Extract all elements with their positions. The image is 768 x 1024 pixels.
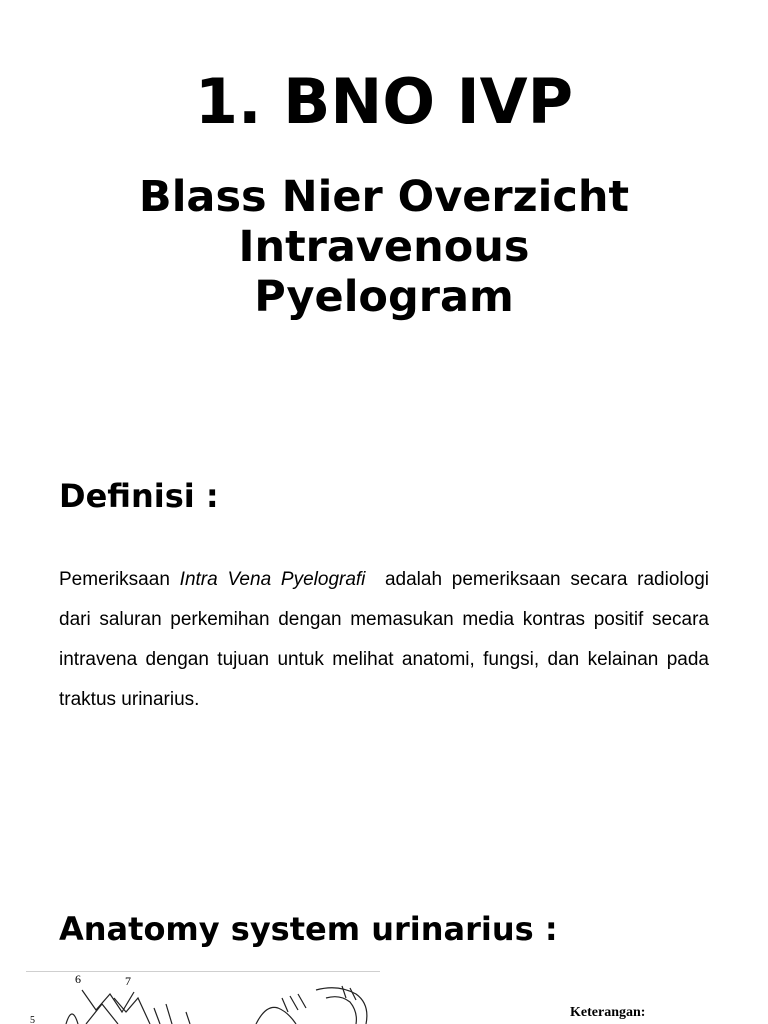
anatomy-heading: Anatomy system urinarius : bbox=[59, 910, 558, 948]
anatomy-sketch bbox=[26, 968, 380, 1024]
definition-term: Intra Vena Pyelografi bbox=[179, 569, 366, 590]
subtitle-line: Intravenous bbox=[238, 222, 530, 272]
definition-heading: Definisi : bbox=[59, 477, 219, 515]
subtitle-line: Blass Nier Overzicht bbox=[138, 172, 630, 222]
figure-label-6: 6 bbox=[75, 972, 81, 986]
definition-lead: Pemeriksaan bbox=[59, 569, 170, 590]
figure-legend-label: Keterangan: bbox=[570, 1005, 646, 1020]
definition-body: adalah pemeriksaan secara radiologi dari saluran perkemihan dengan memasukan media kontras positif secara intravena dengan tujuan untuk melihat anatomi, fungsi, dan kelainan pada traktus urinarius. bbox=[59, 569, 709, 710]
figure-label-5: 5 bbox=[30, 1015, 35, 1024]
subtitle bbox=[0, 172, 768, 322]
subtitle-line: Pyelogram bbox=[254, 272, 514, 322]
figure-label-7: 7 bbox=[125, 974, 131, 988]
urinary-anatomy-figure bbox=[26, 968, 380, 1024]
main-title: 1. BNO IVP bbox=[194, 65, 574, 138]
definition-paragraph bbox=[59, 560, 709, 720]
